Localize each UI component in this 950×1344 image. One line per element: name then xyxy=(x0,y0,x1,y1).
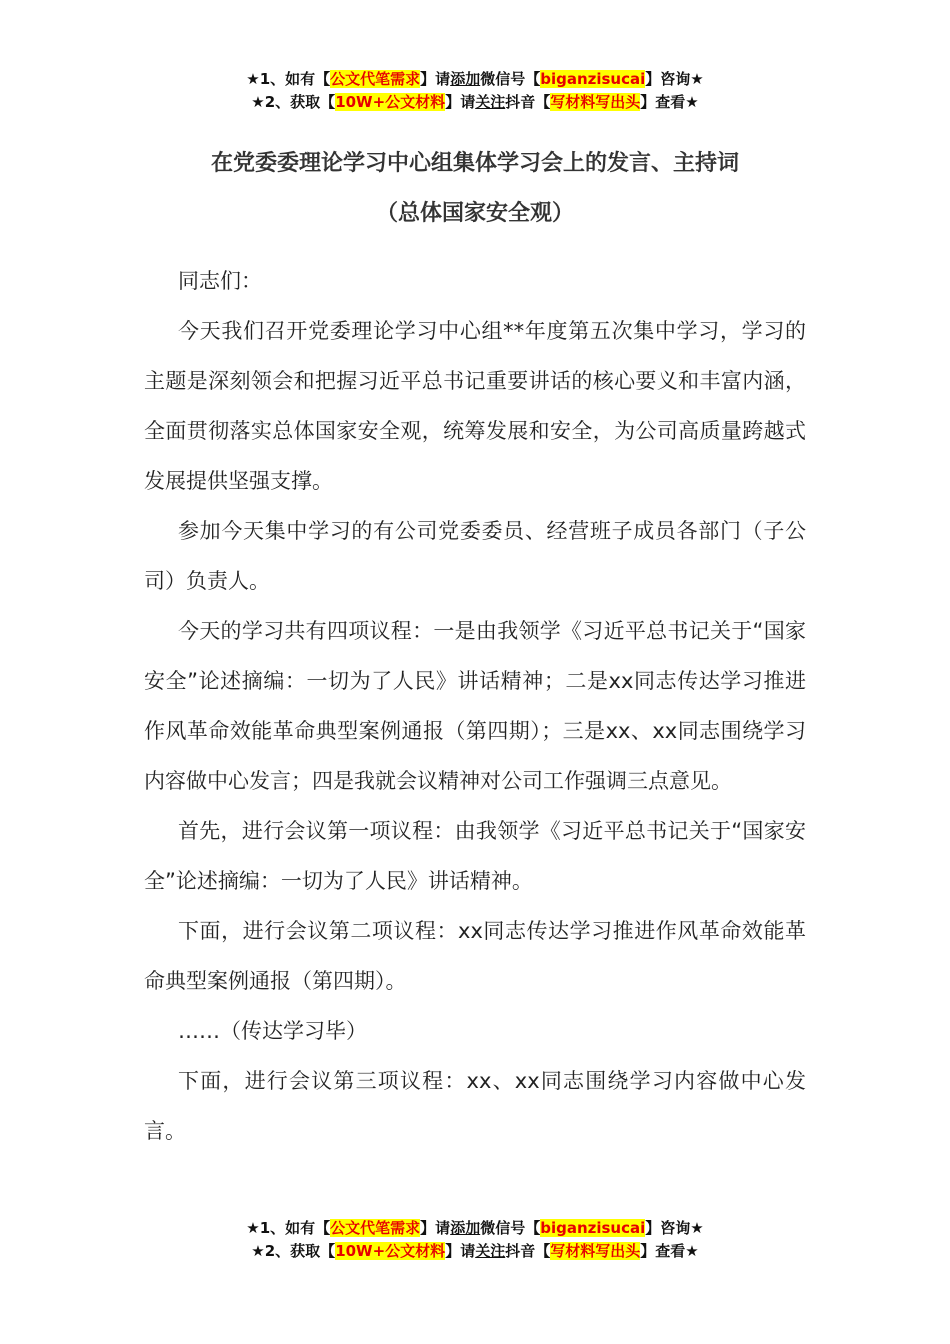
highlight-douyin-account: 写材料写出头 xyxy=(550,1242,641,1260)
highlight-wechat-id: biganzisucai xyxy=(540,1219,646,1237)
paragraph: 同志们： xyxy=(178,269,262,293)
banner-line-2: ★2、获取【10W+公文材料】请关注抖音【写材料写出头】查看★ xyxy=(251,1242,699,1260)
document-title: 在党委委理论学习中心组集体学习会上的发言、主持词 xyxy=(210,151,739,176)
highlight-service: 公文代笔需求 xyxy=(330,1219,421,1237)
highlight-materials: 10W+公文材料 xyxy=(335,93,446,111)
paragraph: 首先，进行会议第一项议程：由我领学《习近平总书记关于“国家安全”论述摘编：一切为了人民》讲话精神。 xyxy=(144,819,806,893)
footer-banner xyxy=(0,1217,950,1263)
highlight-douyin-account: 写材料写出头 xyxy=(550,93,641,111)
banner-line-1: ★1、如有【公文代笔需求】请添加微信号【biganzisucai】咨询★ xyxy=(246,70,704,88)
highlight-materials: 10W+公文材料 xyxy=(335,1242,446,1260)
paragraph: ……（传达学习毕） xyxy=(178,1019,367,1043)
document-subtitle: （总体国家安全观） xyxy=(375,201,574,226)
header-banner xyxy=(0,68,950,114)
document-body xyxy=(144,256,806,1156)
paragraph: 今天我们召开党委理论学习中心组**年度第五次集中学习，学习的主题是深刻领会和把握习近平总书记重要讲话的核心要义和丰富内涵，全面贯彻落实总体国家安全观，统筹发展和安全，为公司高质量跨越式发展提供坚强支撑。 xyxy=(144,319,806,493)
paragraph: 下面，进行会议第三项议程：xx、xx同志围绕学习内容做中心发言。 xyxy=(144,1069,806,1143)
banner-line-2: ★2、获取【10W+公文材料】请关注抖音【写材料写出头】查看★ xyxy=(251,93,699,111)
paragraph: 下面，进行会议第二项议程：xx同志传达学习推进作风革命效能革命典型案例通报（第四期）。 xyxy=(144,919,806,993)
highlight-service: 公文代笔需求 xyxy=(330,70,421,88)
banner-line-1: ★1、如有【公文代笔需求】请添加微信号【biganzisucai】咨询★ xyxy=(246,1219,704,1237)
paragraph: 参加今天集中学习的有公司党委委员、经营班子成员各部门（子公司）负责人。 xyxy=(144,519,806,593)
highlight-wechat-id: biganzisucai xyxy=(540,70,646,88)
paragraph: 今天的学习共有四项议程：一是由我领学《习近平总书记关于“国家安全”论述摘编：一切为了人民》讲话精神；二是xx同志传达学习推进作风革命效能革命典型案例通报（第四期）；三是xx、xx同志围绕学习内容做中心发言；四是我就会议精神对公司工作强调三点意见。 xyxy=(144,619,806,793)
